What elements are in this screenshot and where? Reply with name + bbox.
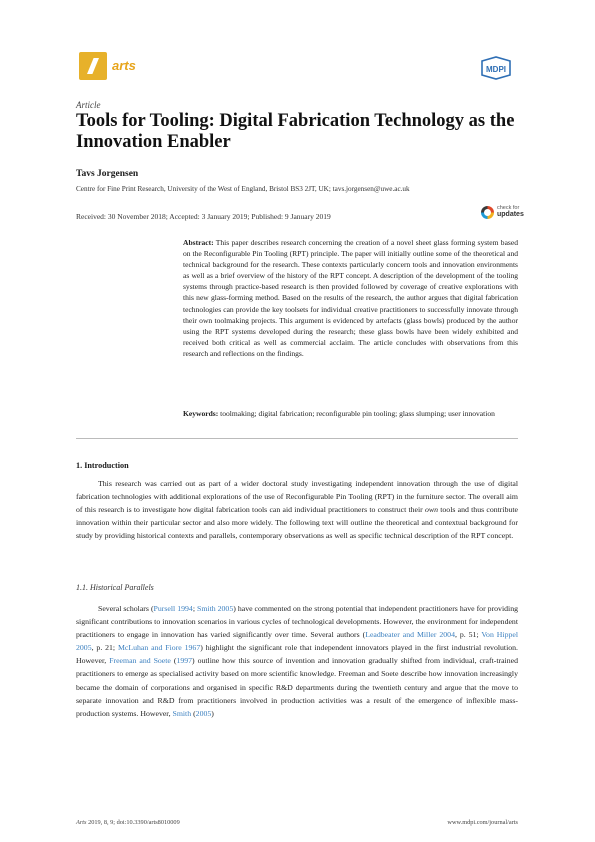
text-run: ; [192, 604, 197, 613]
mdpi-logo-text: MDPI [486, 65, 506, 74]
citation-link-1997[interactable]: 1997 [176, 656, 193, 666]
text-run: ( [191, 708, 196, 718]
text-run: , p. 51; [454, 630, 482, 640]
keywords [183, 408, 518, 419]
updates-line2: updates [497, 211, 524, 218]
updates-line1: check for [497, 205, 520, 211]
text-run: ) have commented on the strong potential that independent practitioners have for providing significant contributions to innovation scenarios in various cycles of technological developments. However, the environment for independent practitioners to engage in innovation has varied significantly over time. Several authors ( [76, 604, 518, 640]
footer-citation-text: 2019, 8, 9; doi:10.3390/arts8010009 [86, 819, 180, 826]
citation-link-leadbeater-miller-2004[interactable]: Leadbeater and Miller 2004 [365, 630, 455, 640]
footer-journal: Arts [76, 819, 87, 826]
text-run: ( [170, 656, 177, 666]
keywords-text: toolmaking; digital fabrication; reconfigurable pin tooling; glass slumping; user innovation [220, 409, 495, 418]
keywords-label: Keywords: [183, 409, 219, 418]
paragraph-historical-parallels [76, 602, 518, 720]
citation-link-smith[interactable]: Smith [172, 708, 192, 718]
article-title: Tools for Tooling: Digital Fabrication Technology as the Innovation Enabler [76, 111, 515, 152]
paragraph-introduction [76, 477, 518, 542]
subsection-heading-historical-parallels: 1.1. Historical Parallels [76, 583, 154, 592]
footer-journal-url[interactable]: www.mdpi.com/journal/arts [447, 819, 518, 826]
author-affiliation: Centre for Fine Print Research, University of the West of England, Bristol BS3 2JT, UK; tavs.jorgensen@uwe.ac.uk [76, 185, 410, 193]
citation-link-freeman-soete[interactable]: Freeman and Soete [109, 656, 171, 666]
citation-link-smith-2005[interactable]: Smith 2005 [197, 604, 234, 613]
para1-text-a: This research was carried out as part of a wider doctoral study investigating independent innovation through the use of digital fabrication technologies with additional explorations of the use of Reconfigurable Pin Tooling (RPT) in the furniture sector. The overall aim of this research is to investigate how digital fabrication tools can aid individual practitioners to construct their [76, 479, 518, 515]
abstract [183, 237, 518, 359]
abstract-text: This paper describes research concerning the creation of a novel sheet glass forming system based on the Reconfigurable Pin Tooling (RPT) principle. The paper will initially outline some of the theoretical and technical background for the research. These contexts particularly concern tools and innovation environments as well as a brief overview of the history of the RPT concept. A description of the development of the tooling systems through practice-based research is then provided followed by coverage of creative explorations with this new glass-forming method. Based on the results of the research, the author argues that digital fabrication technologies can provide the key toolsets for individual creative practitioners to successfully innovate through their own toolmaking projects. This argument is evidenced by artefacts (glass bowls) produced by the author using the RPT systems developed during the research; these glass bowls have been widely exhibited and received both critical as well as commercial acclaim. The article concludes with observations from this research and reflections on the findings. [183, 238, 518, 358]
text-run: ) [211, 708, 214, 718]
text-run: ) highlight the significant role that independent innovators played in the first industrial revolution. However, [76, 643, 518, 666]
check-for-updates-badge[interactable] [481, 203, 524, 225]
updates-icon [481, 206, 494, 219]
abstract-label: Abstract: [183, 238, 214, 247]
footer-citation [76, 819, 180, 826]
mdpi-logo-icon [476, 55, 516, 81]
section-heading-introduction: 1. Introduction [76, 461, 129, 470]
journal-name: arts [112, 58, 136, 73]
para1-text-b: tools and thus contribute innovation within their particular sector and also more widely. The following text will outline the theoretical and contextual background for study by providing historical contexts and parallels, contemporary observations as well as specific technical description of the RPT concept. [76, 505, 518, 541]
citation-link-mcluhan-fiore-1967[interactable]: McLuhan and Fiore 1967 [117, 643, 201, 653]
publication-dates: Received: 30 November 2018; Accepted: 3 January 2019; Published: 9 January 2019 [76, 212, 331, 221]
text-run: Several scholars ( [98, 604, 154, 613]
author-name: Tavs Jorgensen [76, 169, 139, 179]
citation-link-pursell-1994[interactable]: Pursell 1994 [153, 604, 193, 613]
divider [76, 438, 518, 439]
arts-journal-logo-icon [79, 52, 107, 80]
citation-link-2005[interactable]: 2005 [195, 708, 212, 718]
article-type: Article [76, 100, 101, 110]
para1-own: own [425, 505, 438, 515]
citation-link-von-hippel-2005[interactable]: Von Hippel 2005 [76, 630, 519, 653]
text-run: , p. 21; [91, 643, 118, 653]
text-run: ) outline how this source of invention and innovation gradually shifted from individual, craft-trained practitioners to emerge as specialised activity based on more scientific knowledge. Freeman and Soete describe how innovation increasingly became the domain of corporations and organised in specific R&D departments during the twentieth century and argue that the move to separate innovation and R&D from practitioners involved in production activities was a result of the emergence of inflexible mass-production systems. However, [76, 656, 518, 718]
